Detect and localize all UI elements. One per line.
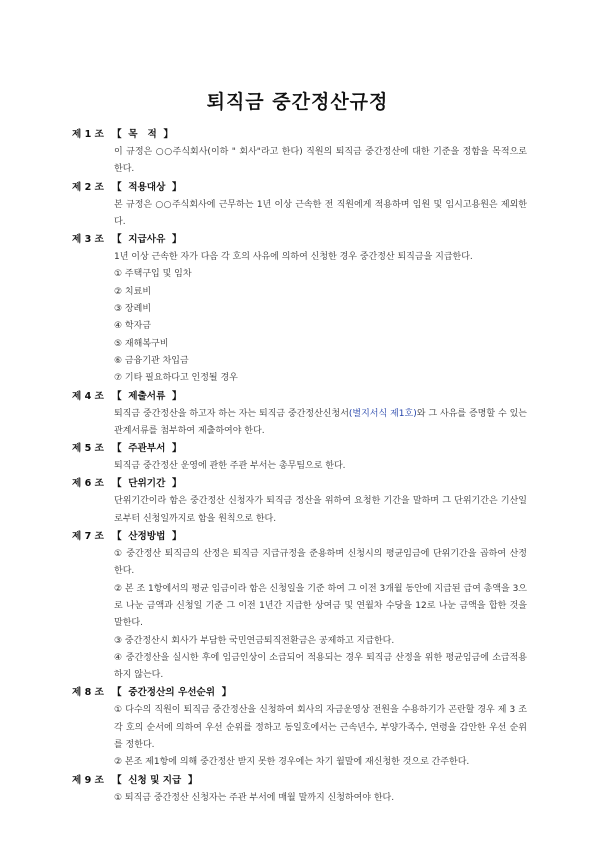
article-title: 【 단위기간 】 [112,478,182,490]
list-item: ⑤ 재해복구비 [114,338,169,349]
list-item: ② 본 조 1항에서의 평균 임금이라 함은 신청일을 기준 하여 그 이전 3개월 동안에 지급된 급여 총액을 3으로 나눈 금액과 신청일 기준 그 이전 1년간 지급한 상여금 및 연월차 수당을 12로 나눈 금액을 합한 것을 말한다. [114,583,527,629]
list-item: ③ 장례비 [114,304,152,315]
list-item: ② 본조 제1항에 의해 중간정산 받지 못한 경우에는 차기 월말에 재신청한 것으로 간주한다. [114,757,470,768]
article-heading [72,475,527,493]
article-1 [72,126,527,179]
list-item: ② 치료비 [114,286,152,297]
article-paragraph [114,406,527,441]
list-item: ④ 중간정산을 실시한 후에 임금인상이 소급되어 적용되는 경우 퇴직금 산정을 위한 평균임금에 소급적용 하지 않는다. [114,652,527,681]
article-title: 【 신청 및 지급 】 [112,774,198,786]
article-title: 【 중간정산의 우선순위 】 [112,687,232,699]
article-2 [72,179,527,232]
article-title: 【 지급사유 】 [112,234,182,246]
article-heading [72,388,527,406]
article-heading [72,231,527,249]
list-item: ① 다수의 직원이 퇴직금 중간정산을 신청하여 회사의 자금운영상 전원을 수용하기가 곤란할 경우 제 3 조 각 호의 순서에 의하여 우선 순위를 정하고 동일호에서는 근속년수, 부양가족수, 연령을 감안한 우선 순위를 정한다. [114,705,527,751]
article-paragraph: 본 규정은 ○○주식회사에 근무하는 1년 이상 근속한 전 직원에게 적용하며 임원 및 임시고용원은 제외한다. [114,199,527,227]
article-paragraph: 퇴직금 중간정산 운영에 관한 주관 부서는 총무팀으로 한다. [114,461,346,472]
article-paragraph: 이 규정은 ○○주식회사(이하 " 회사"라고 한다) 직원의 퇴직금 중간정산에 대한 기준을 정함을 목적으로 한다. [114,147,527,175]
paragraph-text: 퇴직금 중간정산을 하고자 하는 자는 퇴직금 중간정산신청서 [114,408,349,419]
article-8 [72,684,527,771]
article-title: 【 목 적 】 [112,129,174,140]
article-heading [72,440,527,458]
article-9 [72,772,527,807]
article-number: 제 5 조 [72,443,104,455]
article-heading [72,684,527,702]
list-item: ⑥ 금융기관 차입금 [114,355,189,366]
article-number: 제 1 조 [72,129,104,140]
article-number: 제 4 조 [72,390,104,402]
article-title: 【 주관부서 】 [112,443,182,455]
paragraph-text: 와 그 사유를 증명할 수 있는 관계서류를 첨부하여 제출하여야 한다. [114,408,527,436]
article-number: 제 6 조 [72,478,104,490]
article-paragraph: 단위기간이라 함은 중간정산 신청자가 퇴직금 정산을 위하여 요청한 기간을 말하며 그 단위기간은 기산일로부터 신청일까지로 함을 원칙으로 한다. [114,496,527,524]
list-item: ③ 중간정산시 회사가 부담한 국민연금퇴직전환금은 공제하고 지급한다. [114,635,395,646]
article-number: 제 3 조 [72,234,104,246]
article-4 [72,388,527,441]
article-number: 제 8 조 [72,687,104,699]
article-heading [72,528,527,546]
document-body [72,126,527,807]
form-reference-link[interactable]: (별지서식 제1호) [348,408,417,419]
article-paragraph: 1년 이상 근속한 자가 다음 각 호의 사유에 의하여 신청한 경우 중간정산 퇴직금을 지급한다. [114,252,473,263]
article-number: 제 2 조 [72,181,104,193]
list-item: ⑦ 기타 필요하다고 인정될 경우 [114,373,238,384]
article-7 [72,528,527,684]
list-item: ① 주택구입 및 임차 [114,269,192,280]
article-number: 제 7 조 [72,531,104,543]
article-3 [72,231,527,387]
document-title: 퇴직금 중간정산규정 [206,91,389,113]
list-item: ① 중간정산 퇴직금의 산정은 퇴직금 지급규정을 준용하며 신청시의 평균임금에 단위기간을 곱하여 산정한다. [114,549,527,577]
article-title: 【 산정방법 】 [112,531,182,543]
article-heading [72,126,527,144]
article-5 [72,440,527,475]
list-item: ① 퇴직금 중간정산 신청자는 주관 부서에 매월 말까지 신청하여야 한다. [114,792,395,803]
list-item: ④ 학자금 [114,321,152,332]
article-heading [72,772,527,790]
article-6 [72,475,527,528]
article-number: 제 9 조 [72,774,104,786]
article-title: 【 적용대상 】 [112,181,182,193]
article-heading [72,179,527,197]
article-title: 【 제출서류 】 [112,390,182,402]
